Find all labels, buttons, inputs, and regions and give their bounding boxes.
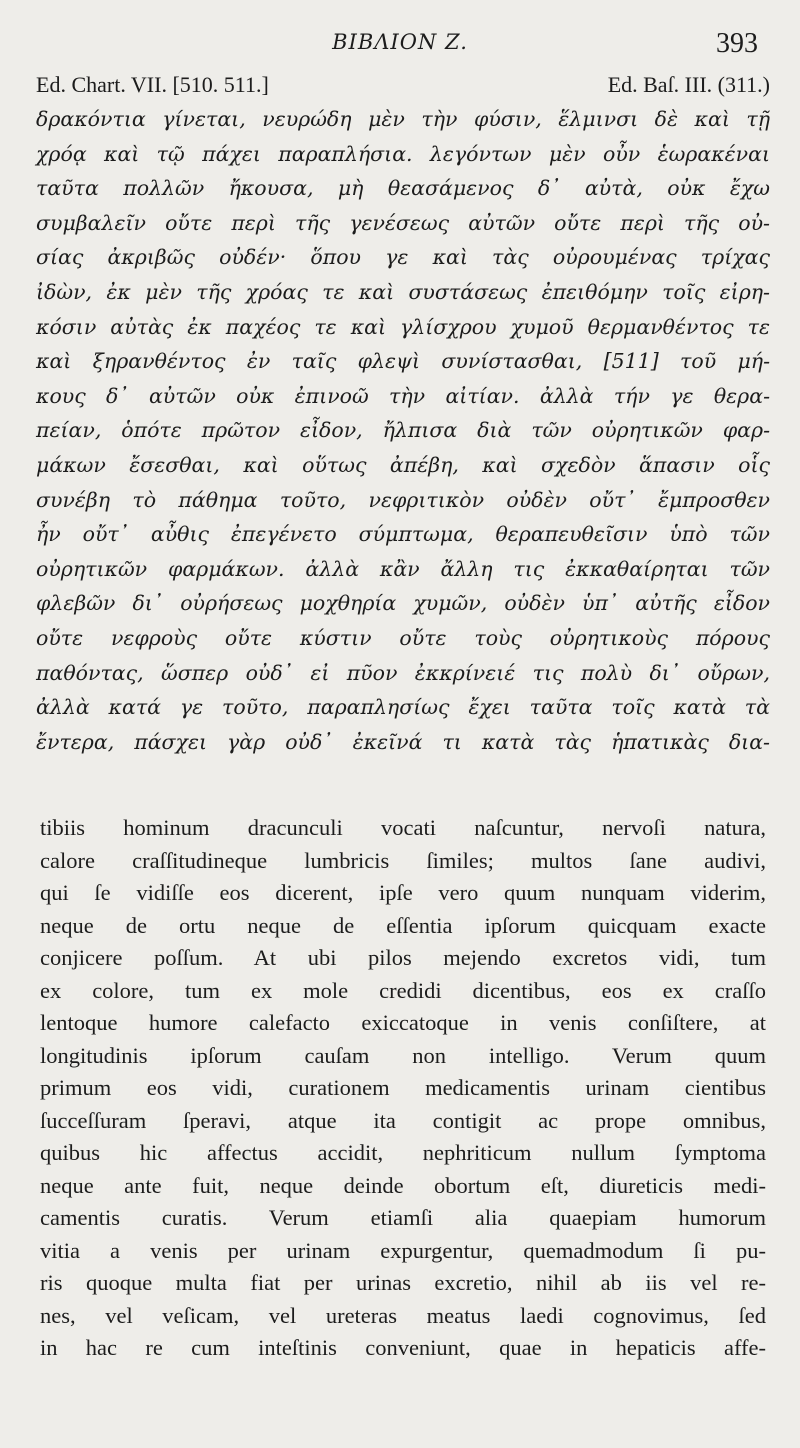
greek-line: καὶ ξηρανθέντος ἐν ταῖς φλεψὶ συνίστασθαι, [511] τοῦ μή- bbox=[36, 349, 770, 374]
running-title: BIBΛION Z. bbox=[332, 30, 468, 54]
latin-line: qui ſe vidiſſe eos dicerent, ipſe vero quum nunquam viderim, bbox=[40, 880, 766, 905]
latin-line: neque de ortu neque de eſſentia ipſorum quicquam exacte bbox=[40, 912, 766, 938]
greek-line: οὐρητικῶν φαρμάκων. ἀλλὰ κἂν ἄλλη τις ἐκκαθαίρηται τῶν bbox=[36, 556, 770, 581]
latin-text-block bbox=[40, 812, 766, 1365]
greek-line: μάκων ἔσεσθαι, καὶ οὕτως ἀπέβη, καὶ σχεδὸν ἅπασιν οἷς bbox=[36, 452, 770, 477]
latin-line: ris quoque multa fiat per urinas excretio, nihil ab iis vel re- bbox=[40, 1270, 766, 1295]
latin-line: in hac re cum inteſtinis conveniunt, quae in hepaticis affe- bbox=[40, 1335, 766, 1360]
latin-line: primum eos vidi, curationem medicamentis urinam cientibus bbox=[40, 1075, 766, 1100]
greek-line: χρόᾳ καὶ τῷ πάχει παραπλήσια. λεγόντων μὲν οὖν ἑωρακέναι bbox=[36, 141, 770, 166]
greek-line: δρακόντια γίνεται, νευρώδη μὲν τὴν φύσιν, ἕλμινσι δὲ καὶ τῇ bbox=[36, 107, 770, 131]
latin-line: ſucceſſuram ſperavi, atque ita contigit ac prope omnibus, bbox=[40, 1107, 766, 1133]
latin-line: conjicere poſſum. At ubi pilos mejendo excretos vidi, tum bbox=[40, 945, 766, 970]
page-number: 393 bbox=[716, 28, 758, 59]
latin-line: vitia a venis per urinam expurgentur, quemadmodum ſi pu- bbox=[40, 1237, 766, 1263]
greek-line: ἀλλὰ κατά γε τοῦτο, παραπλησίως ἔχει ταῦτα τοῖς κατὰ τὰ bbox=[36, 695, 770, 720]
latin-line: lentoque humore calefacto exiccatoque in venis conſiſtere, at bbox=[40, 1010, 766, 1035]
greek-line: συνέβη τὸ πάθημα τοῦτο, νεφριτικὸν οὐδὲν οὔτ᾽ ἔμπροσθεν bbox=[36, 487, 770, 512]
greek-text-block bbox=[36, 102, 770, 759]
greek-line: φλεβῶν δι᾽ οὐρήσεως μοχθηρία χυμῶν, οὐδὲν ὑπ᾽ αὐτῆς εἶδον bbox=[36, 591, 770, 616]
latin-line: quibus hic affectus accidit, nephriticum nullum ſymptoma bbox=[40, 1140, 766, 1165]
latin-line: neque ante fuit, neque deinde obortum eſt, diureticis medi- bbox=[40, 1172, 766, 1198]
greek-line: κόσιν αὐτὰς ἐκ παχέος τε καὶ γλίσχρου χυμοῦ θερμανθέντος τε bbox=[36, 314, 770, 339]
greek-line: παθόντας, ὥσπερ οὐδ᾽ εἰ πῦον ἐκκρίνειέ τις πολὺ δι᾽ οὔρων, bbox=[36, 660, 770, 685]
greek-line: ἦν οὔτ᾽ αὖθις ἐπεγένετο σύμπτωμα, θεραπευθεῖσιν ὑπὸ τῶν bbox=[36, 522, 770, 547]
greek-line: ταῦτα πολλῶν ἤκουσα, μὴ θεασάμενος δ᾽ αὐτὰ, οὐκ ἔχω bbox=[36, 176, 770, 201]
latin-line: tibiis hominum dracunculi vocati naſcuntur, nervoſi natura, bbox=[40, 815, 766, 840]
greek-line: συμβαλεῖν οὔτε περὶ τῆς γενέσεως αὐτῶν οὔτε περὶ τῆς οὐ- bbox=[36, 210, 770, 235]
greek-line: κους δ᾽ αὐτῶν οὐκ ἐπινοῶ τὴν αἰτίαν. ἀλλὰ τήν γε θερα- bbox=[36, 383, 770, 408]
greek-line: ἰδὼν, ἐκ μὲν τῆς χρόας τε καὶ συστάσεως ἐπειθόμην τοῖς εἰρη- bbox=[36, 279, 770, 304]
greek-line: πείαν, ὁπότε πρῶτον εἶδον, ἤλπισα διὰ τῶν οὐρητικῶν φαρ- bbox=[36, 418, 770, 443]
latin-line: ex colore, tum ex mole credidi dicentibus, eos ex craſſo bbox=[40, 977, 766, 1003]
edition-chartier-reference: Ed. Chart. VII. [510. 511.] bbox=[36, 72, 269, 97]
latin-line: longitudinis ipſorum cauſam non intelligo. Verum quum bbox=[40, 1042, 766, 1068]
latin-line: camentis curatis. Verum etiamſi alia quaepiam humorum bbox=[40, 1205, 766, 1230]
edition-basel-reference: Ed. Baſ. III. (311.) bbox=[607, 72, 770, 97]
latin-line: nes, vel veſicam, vel ureteras meatus laedi cognovimus, ſed bbox=[40, 1302, 766, 1328]
latin-line: calore craſſitudineque lumbricis ſimiles; multos ſane audivi, bbox=[40, 847, 766, 873]
greek-line: οὔτε νεφροὺς οὔτε κύστιν οὔτε τοὺς οὐρητικοὺς πόρους bbox=[36, 625, 770, 650]
greek-line: σίας ἀκριβῶς οὐδέν· ὅπου γε καὶ τὰς οὐρουμένας τρίχας bbox=[36, 245, 770, 270]
greek-line: ἔντερα, πάσχει γὰρ οὐδ᾽ ἐκεῖνά τι κατὰ τὰς ἡπατικὰς δια- bbox=[36, 729, 770, 754]
